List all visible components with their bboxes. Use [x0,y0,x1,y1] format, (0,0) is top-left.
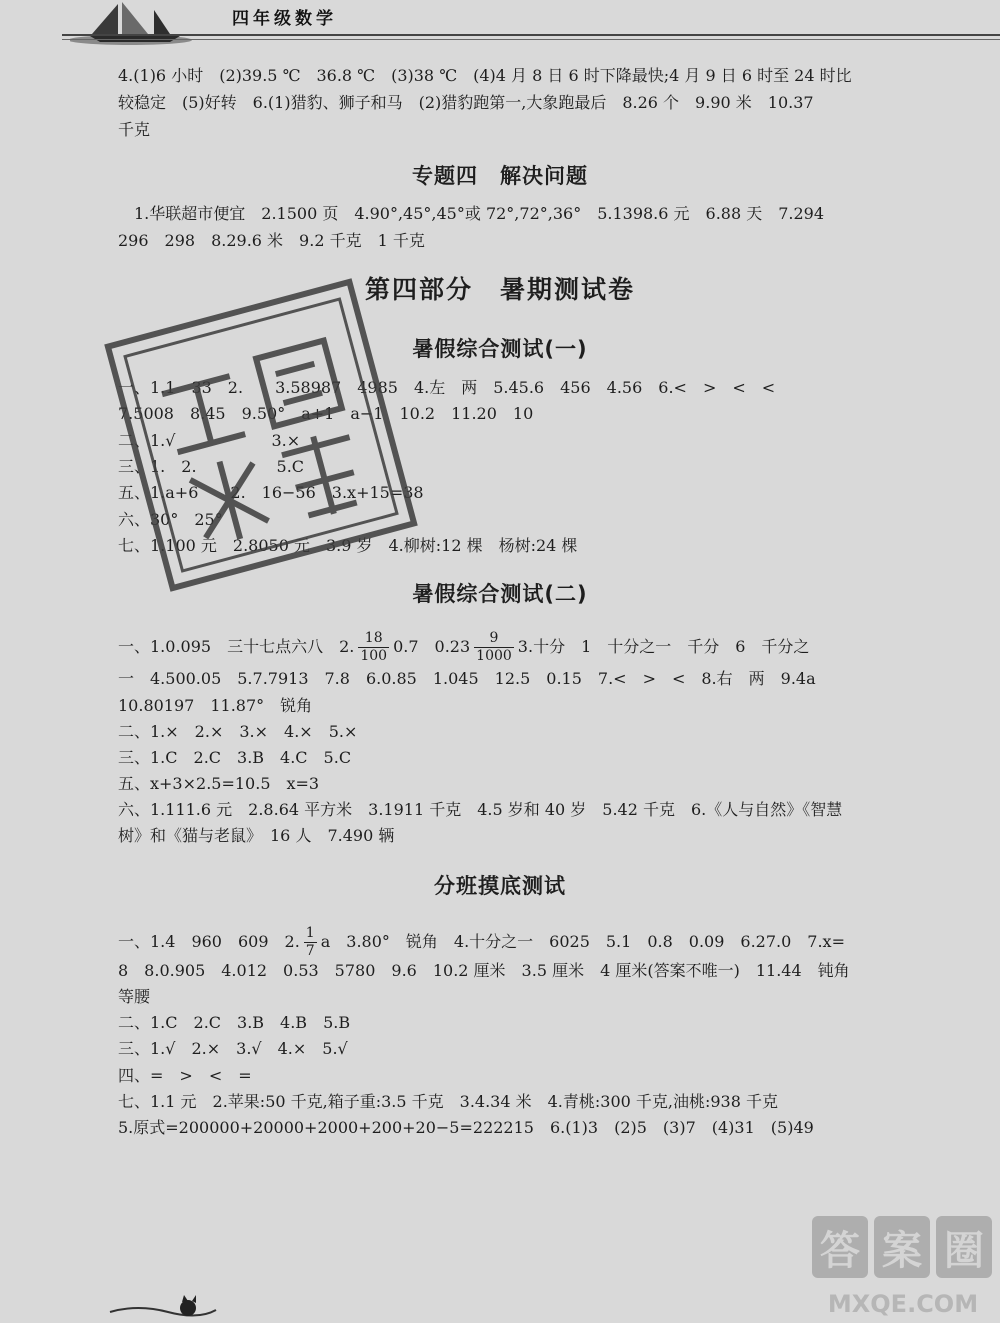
svg-text:案: 案 [882,1228,922,1274]
answer-line: 4.(1)6 小时 (2)39.5 ℃ 36.8 ℃ (3)38 ℃ (4)4 月 8 日 6 时下降最快;4 月 9 日 6 时至 24 时比 [118,66,852,85]
answer-line: 七、1.100 元 2.8050 元 3.9 岁 4.柳树:12 棵 杨树:24 棵 [118,536,578,555]
page-header [0,0,1000,52]
answer-line: 较稳定 (5)好转 6.(1)猎豹、狮子和马 (2)猎豹跑第一,大象跑最后 8.26 个 9.90 米 10.37 [118,93,814,112]
answer-line: 六、30° 25° [118,510,223,529]
answer-line: 10.80197 11.87° 锐角 [118,696,313,715]
answer-line: 四、= > < = [118,1066,252,1085]
fraction-numerator: 1 [305,925,315,941]
section-title: 分班摸底测试 [434,874,566,898]
answer-text: 一、1.0.095 三十七点六八 2. [118,637,355,656]
section-title: 专题四 解决问题 [412,164,588,188]
seal-stamp-icon [96,270,426,600]
answer-line [118,630,809,665]
answer-line: 六、1.111.6 元 2.8.64 平方米 3.1911 千克 4.5 岁和 40 岁 5.42 千克 6.《人与自然》《智慧 [118,800,843,819]
answer-line: 1.华联超市便宜 2.1500 页 4.90°,45°,45°或 72°,72°,36° 5.1398.6 元 6.88 天 7.294 [118,204,825,223]
answer-text: 3.十分 1 十分之一 千分 6 千分之 [517,637,810,656]
answer-line: 二、1.√ 3.× [118,431,301,450]
answer-line: 296 298 8.29.6 米 9.2 千克 1 千克 [118,231,425,250]
watermark-logo [808,1212,998,1320]
header-divider [62,34,1000,36]
answer-line: 5.原式=200000+20000+2000+200+20−5=222215 6.(1)3 (2)5 (3)7 (4)31 (5)49 [118,1118,814,1137]
svg-text:MXQE.COM: MXQE.COM [827,1290,979,1318]
fraction [474,630,514,665]
answer-text: 0.7 0.23 [393,637,471,656]
fraction [358,630,389,665]
answer-line: 8 8.0.905 4.012 0.53 5780 9.6 10.2 厘米 3.5 厘米 4 厘米(答案不唯一) 11.44 钝角 [118,961,850,980]
cartoon-cat-icon [108,1290,218,1323]
answer-line: 五、1.a+6 2. 16−56 3.x+15=38 [118,483,424,502]
answer-line: 三、1.C 2.C 3.B 4.C 5.C [118,748,352,767]
header-divider-thin [62,39,1000,40]
answer-line: 一、1.1 33 2. 3.58987 4985 4.左 两 5.45.6 456 4.56 6.< > < < [118,378,776,397]
svg-text:圈: 圈 [944,1228,984,1274]
section-title: 暑假综合测试(一) [412,337,588,361]
fraction [304,925,317,960]
fraction-denominator: 1000 [476,648,512,664]
answer-line: 五、x+3×2.5=10.5 x=3 [118,774,320,793]
answer-text: a 3.80° 锐角 4.十分之一 6025 5.1 0.8 0.09 6.27.0 7.x= [320,932,845,951]
answer-line: 一 4.500.05 5.7.7913 7.8 6.0.85 1.045 12.5 0.15 7.< > < 8.右 两 9.4a [118,669,816,688]
answer-line: 等腰 [118,987,151,1006]
svg-text:答: 答 [820,1228,860,1274]
fraction-denominator: 7 [305,943,315,959]
answer-line: 树》和《猫与老鼠》 16 人 7.490 辆 [118,826,395,845]
answer-line [118,925,845,960]
answer-line: 千克 [118,120,151,139]
answer-line: 二、1.C 2.C 3.B 4.B 5.B [118,1013,351,1032]
fraction-numerator: 18 [358,630,389,648]
header-title: 四年级数学 [232,9,337,29]
fraction-denominator: 100 [360,648,388,664]
answer-line: 7.5008 8.45 9.50° a+1 a−1 10.2 11.20 10 [118,404,534,423]
part-title: 第四部分 暑期测试卷 [364,275,635,304]
answer-line: 三、1.√ 2.× 3.√ 4.× 5.√ [118,1039,348,1058]
section-title: 暑假综合测试(二) [412,582,588,606]
answer-line: 二、1.× 2.× 3.× 4.× 5.× [118,722,358,741]
answer-line: 三、1. 2. 5.C [118,457,305,476]
answer-line: 七、1.1 元 2.苹果:50 千克,箱子重:3.5 千克 3.4.34 米 4.青桃:300 千克,油桃:938 千克 [118,1092,779,1111]
fraction-numerator: 9 [474,630,514,648]
answer-text: 一、1.4 960 609 2. [118,932,300,951]
